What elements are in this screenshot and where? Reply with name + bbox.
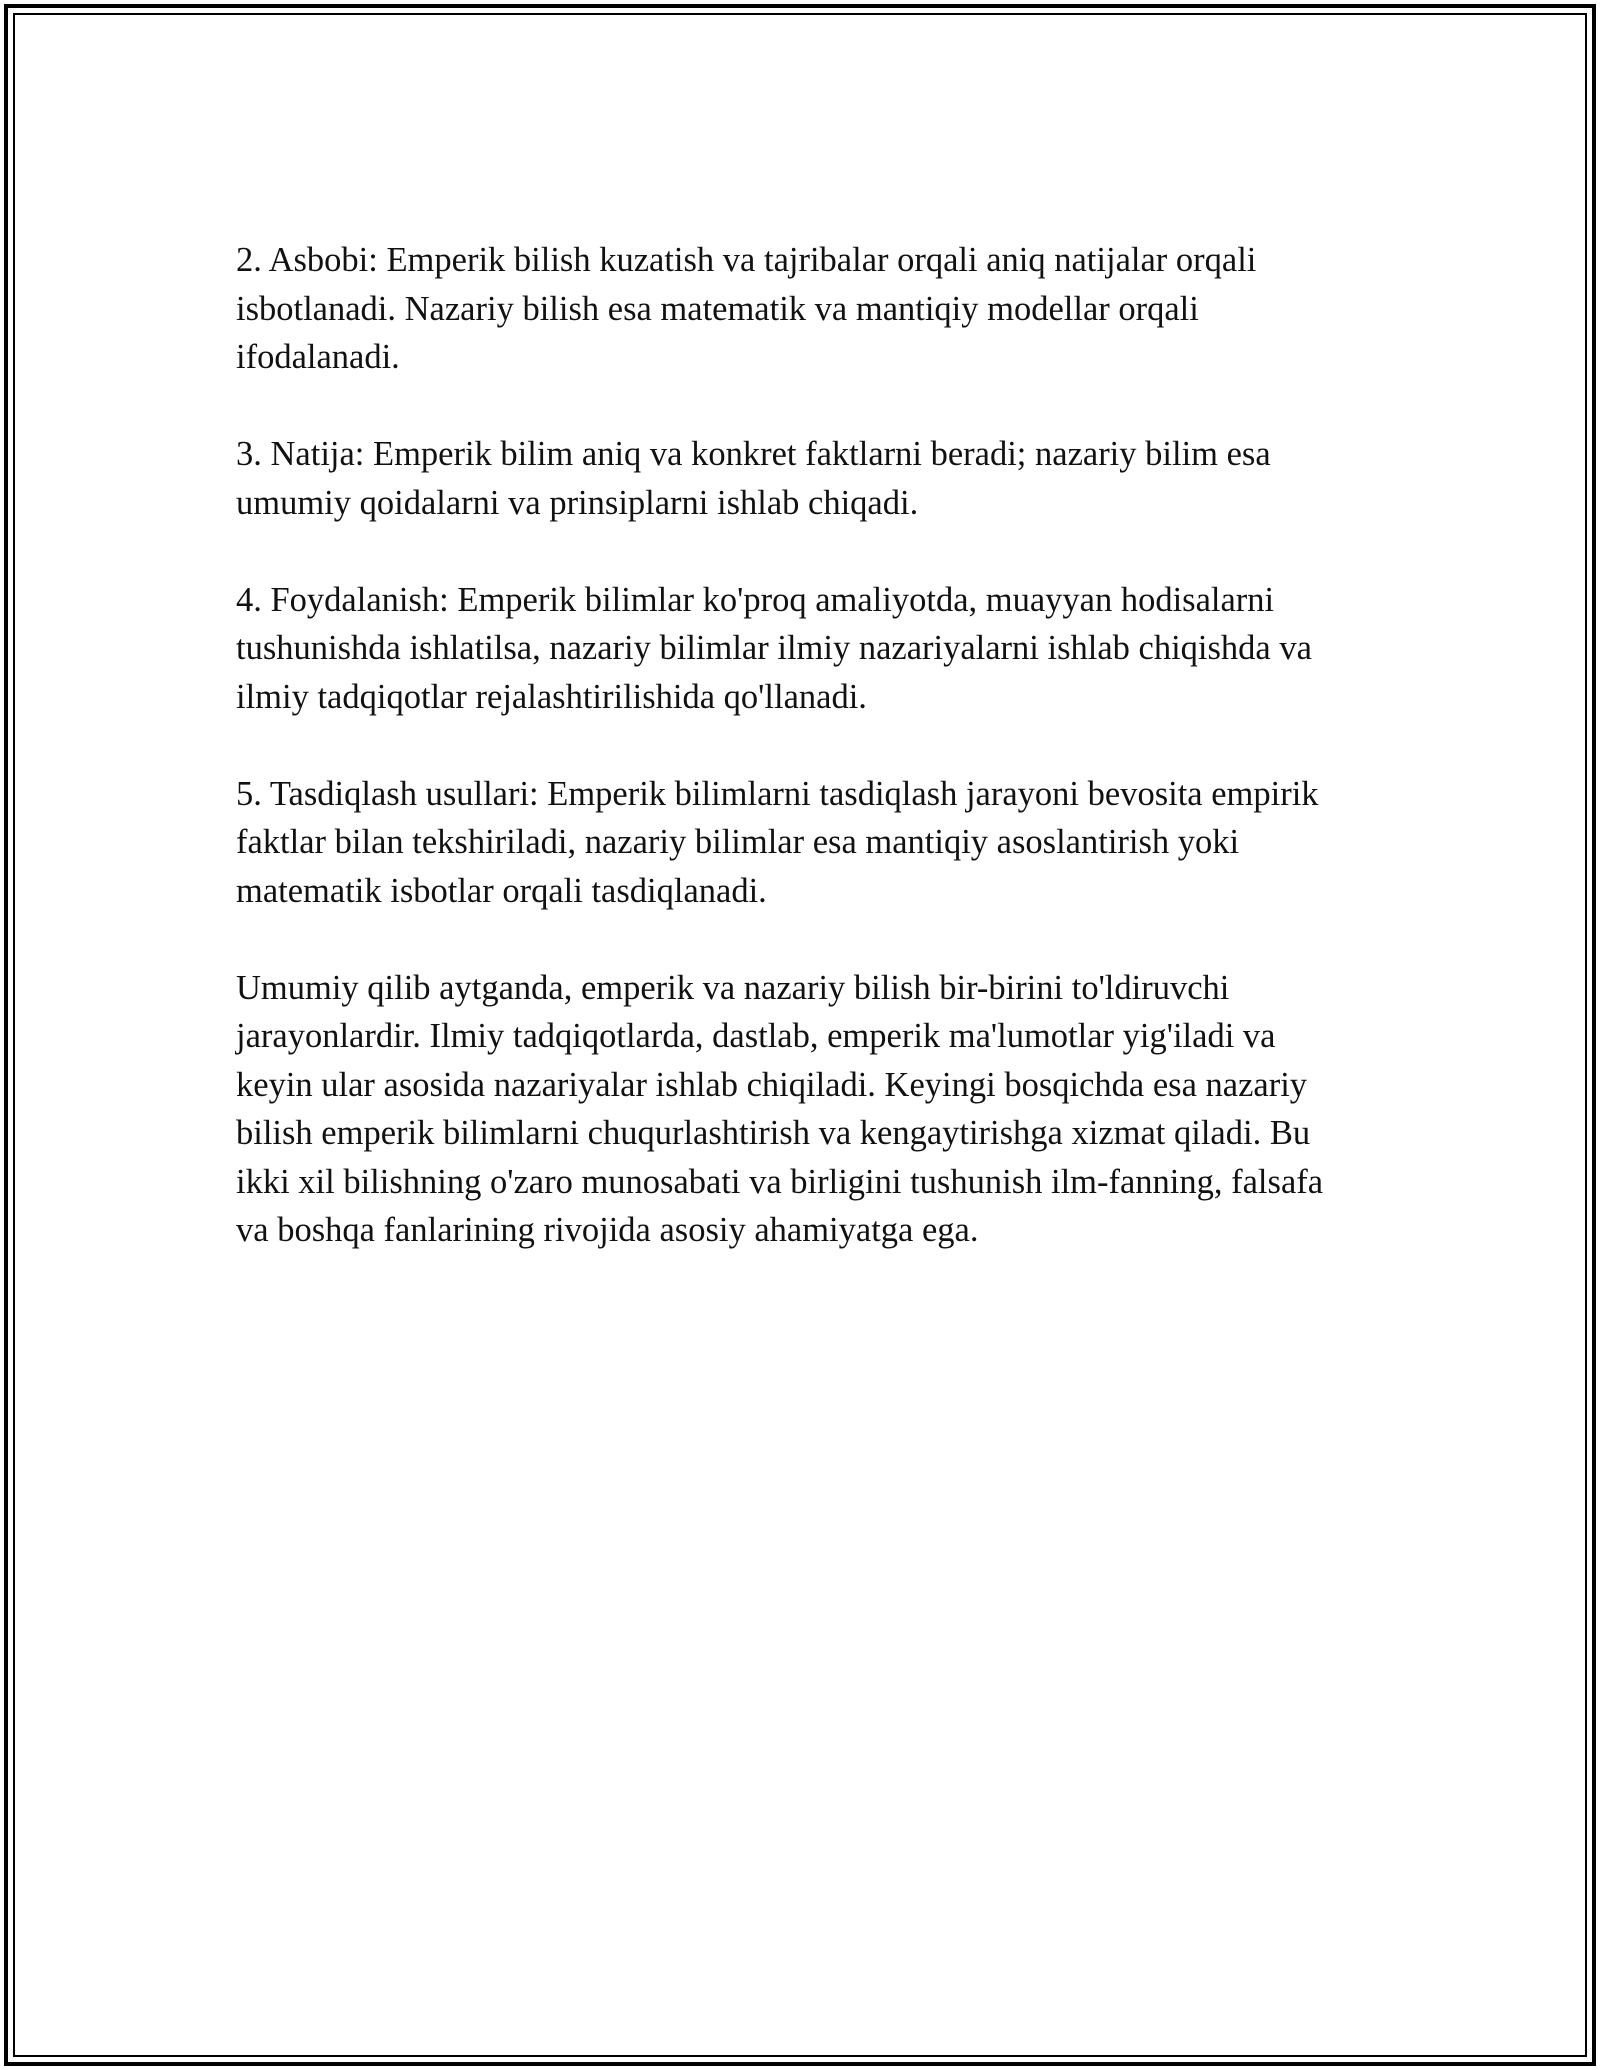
paragraph-tasdiqlash-usullari: 5. Tasdiqlash usullari: Emperik bilimlarni tasdiqlash jarayoni bevosita empirik faktlar bilan tekshiriladi, nazariy bilimlar esa mantiqiy asoslantirish yoki matematik isbotlar orqali tasdiqlanadi. [236,774,1319,910]
paragraph-conclusion: Umumiy qilib aytganda, emperik va nazariy bilish bir-birini to'ldiruvchi jarayonlardir. Ilmiy tadqiqotlarda, dastlab, emperik ma'lumotlar yig'iladi va keyin ular asosida nazariyalar ishlab chiqiladi. Keyingi bosqichda esa nazariy bilish emperik bilimlarni chuqurlashtirish va kengaytirishga xizmat qiladi. Bu ikki xil bilishning o'zaro munosabati va birligini tushunish ilm-fanning, falsafa va boshqa fanlarining rivojida asosiy ahamiyatga ega. [236,968,1324,1249]
paragraph-natija: 3. Natija: Emperik bilim aniq va konkret faktlarni beradi; nazariy bilim esa umumiy qoidalarni va prinsiplarni ishlab chiqadi. [236,435,1271,522]
paragraph-foydalanish: 4. Foydalanish: Emperik bilimlar ko'proq amaliyotda, muayyan hodisalarni tushunishda ishlatilsa, nazariy bilimlar ilmiy nazariyalarni ishlab chiqishda va ilmiy tadqiqotlar rejalashtirilishida qo'llanadi. [236,580,1312,716]
paragraph-asbobi: 2. Asbobi: Emperik bilish kuzatish va tajribalar orqali aniq natijalar orqali isbotlanadi. Nazariy bilish esa matematik va mantiqiy modellar orqali ifodalanadi. [236,241,1257,376]
document-body [236,236,1356,1303]
